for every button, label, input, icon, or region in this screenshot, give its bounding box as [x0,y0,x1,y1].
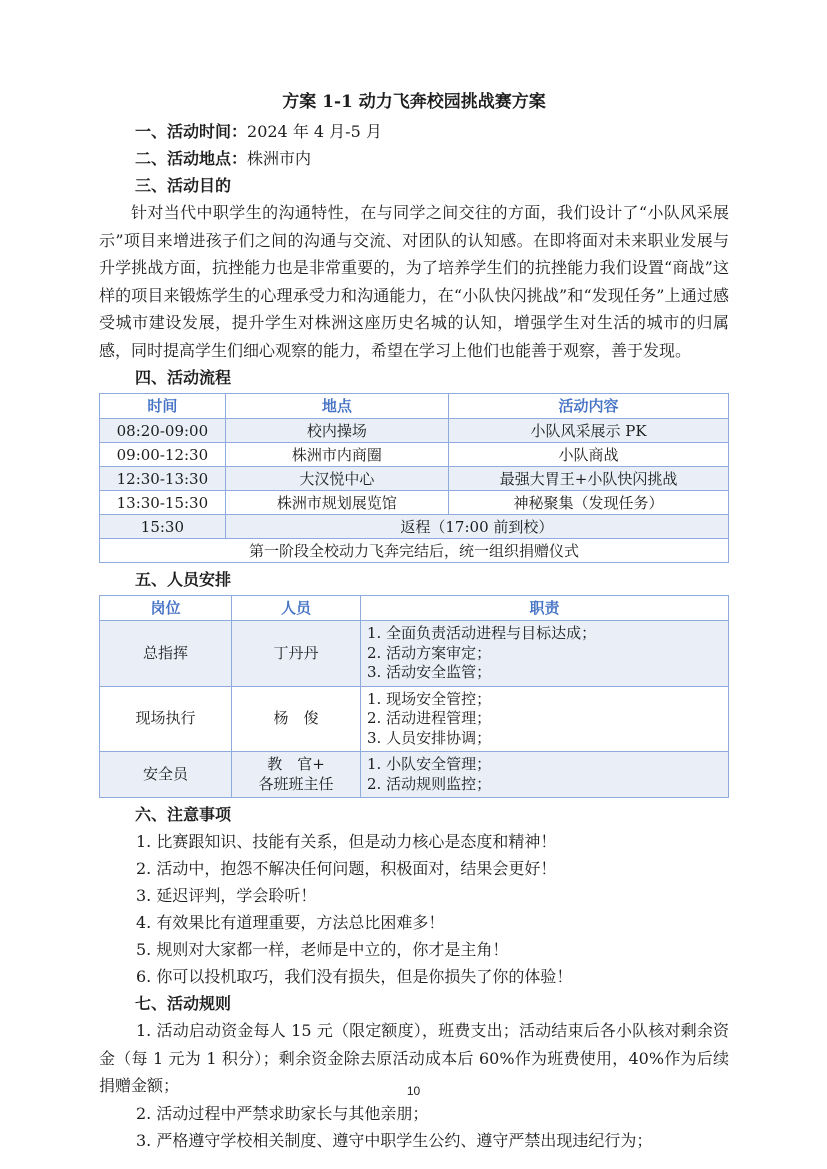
schedule-cell-time: 15:30 [100,515,226,539]
note-item: 5. 规则对大家都一样，老师是中立的，你才是主角！ [136,940,509,959]
schedule-cell-time: 09:00-12:30 [100,443,226,467]
section-time-label: 一、活动时间： [135,122,248,141]
note-item: 6. 你可以投机取巧，我们没有损失，但是你损失了你的体验！ [136,967,573,986]
section-time-value: 2024 年 4 月-5 月 [247,122,382,141]
section-notes-heading: 六、注意事项 [135,805,232,824]
schedule-table [99,393,729,563]
rule-item: 3. 严格遵守学校相关制度、遵守中职学生公约、遵守严禁出现违纪行为； [136,1131,653,1150]
schedule-col-place: 地点 [225,394,448,419]
staff-col-person: 人员 [232,596,361,621]
schedule-cell-content: 神秘聚集（发现任务） [449,491,729,515]
staff-cell-person [232,752,361,798]
note-item: 3. 延迟评判，学会聆听！ [136,886,317,905]
schedule-row [100,491,729,515]
schedule-return-row [100,515,729,539]
duty-line: 3. 人员安排协调； [367,728,492,747]
schedule-cell-time: 12:30-13:30 [100,467,226,491]
section-staff-heading: 五、人员安排 [135,570,232,589]
section-purpose-heading: 三、活动目的 [135,176,232,195]
schedule-cell-time: 08:20-09:00 [100,419,226,443]
section-rules-heading: 七、活动规则 [135,994,232,1013]
schedule-header-row [100,394,729,419]
duty-line: 2. 活动规则监控； [367,774,492,793]
section-place-label: 二、活动地点： [135,149,248,168]
staff-header-row [100,596,729,621]
person-line: 教 官+ [267,755,325,773]
staff-row [100,752,729,798]
staff-col-duty: 职责 [361,596,729,621]
staff-row [100,621,729,687]
schedule-row [100,419,729,443]
purpose-paragraph: 针对当代中职学生的沟通特性，在与同学之间交往的方面，我们设计了“小队风采展示”项目来增进孩子们之间的沟通与交流、对团队的认知感。在即将面对未来职业发展与升学挑战方面，抗挫能力也是非常重要的，为了培养学生们的抗挫能力我们设置“商战”这样的项目来锻炼学生的心理承受力和沟通能力，在“小队快闪挑战”和“发现任务”上通过感受城市建设发展，提升学生对株洲这座历史名城的认知，增强学生对生活的城市的归属感，同时提高学生们细心观察的能力，希望在学习上他们也能善于观察，善于发现。 [99,203,729,360]
section-time-line [99,118,729,145]
staff-cell-duties [361,621,729,687]
duty-line: 1. 全面负责活动进程与目标达成； [367,624,597,642]
note-item: 4. 有效果比有道理重要，方法总比困难多！ [136,913,445,932]
duty-line: 2. 活动方案审定； [367,643,492,662]
duty-line: 2. 活动进程管理； [367,709,492,727]
section-place-value: 株洲市内 [247,149,312,168]
schedule-cell-footer: 第一阶段全校动力飞奔完结后，统一组织捐赠仪式 [100,539,729,563]
person-line: 各班班主任 [258,774,334,793]
schedule-footer-row [100,539,729,563]
schedule-cell-place: 株洲市内商圈 [225,443,448,467]
staff-cell-duties [361,752,729,798]
schedule-row [100,443,729,467]
note-item: 1. 比赛跟知识、技能有关系，但是动力核心是态度和精神！ [136,832,557,851]
rule-item: 2. 活动过程中严禁求助家长与其他亲朋； [136,1103,429,1123]
section-place-line [99,145,729,172]
schedule-cell-content: 最强大胃王+小队快闪挑战 [449,467,729,491]
rule-item: 1. 活动启动资金每人 15 元（限定额度），班费支出；活动结束后各小队核对剩余资金（每 1 元为 1 积分）；剩余资金除去原活动成本后 60%作为班费使用，40%作为后续捐赠金额； [99,1021,729,1095]
staff-cell-person: 丁丹丹 [232,621,361,687]
staff-cell-post: 现场执行 [100,686,232,752]
staff-table [99,595,729,798]
duty-line: 1. 小队安全管理； [367,755,492,773]
staff-cell-post: 总指挥 [100,621,232,687]
schedule-col-time: 时间 [100,394,226,419]
page-title: 方案 1-1 动力飞奔校园挑战赛方案 [282,92,546,112]
duty-line: 1. 现场安全管控； [367,689,492,708]
schedule-cell-time: 13:30-15:30 [100,491,226,515]
schedule-cell-place: 株洲市规划展览馆 [225,491,448,515]
schedule-row [100,467,729,491]
staff-col-post: 岗位 [100,596,232,621]
schedule-cell-place: 校内操场 [225,419,448,443]
section-flow-heading: 四、活动流程 [135,368,232,387]
staff-cell-duties [361,686,729,752]
page-number: 10 [406,1084,421,1098]
schedule-cell-content: 小队风采展示 PK [449,419,729,443]
note-item: 2. 活动中，抱怨不解决任何问题，积极面对，结果会更好！ [136,859,557,878]
schedule-cell-content: 小队商战 [449,443,729,467]
staff-cell-person: 杨 俊 [232,686,361,752]
staff-row [100,686,729,752]
duty-line: 3. 活动安全监管； [367,663,492,681]
schedule-cell-place: 大汉悦中心 [225,467,448,491]
staff-cell-post: 安全员 [100,752,232,798]
schedule-col-content: 活动内容 [449,394,729,419]
schedule-cell-return: 返程（17:00 前到校） [225,515,728,539]
